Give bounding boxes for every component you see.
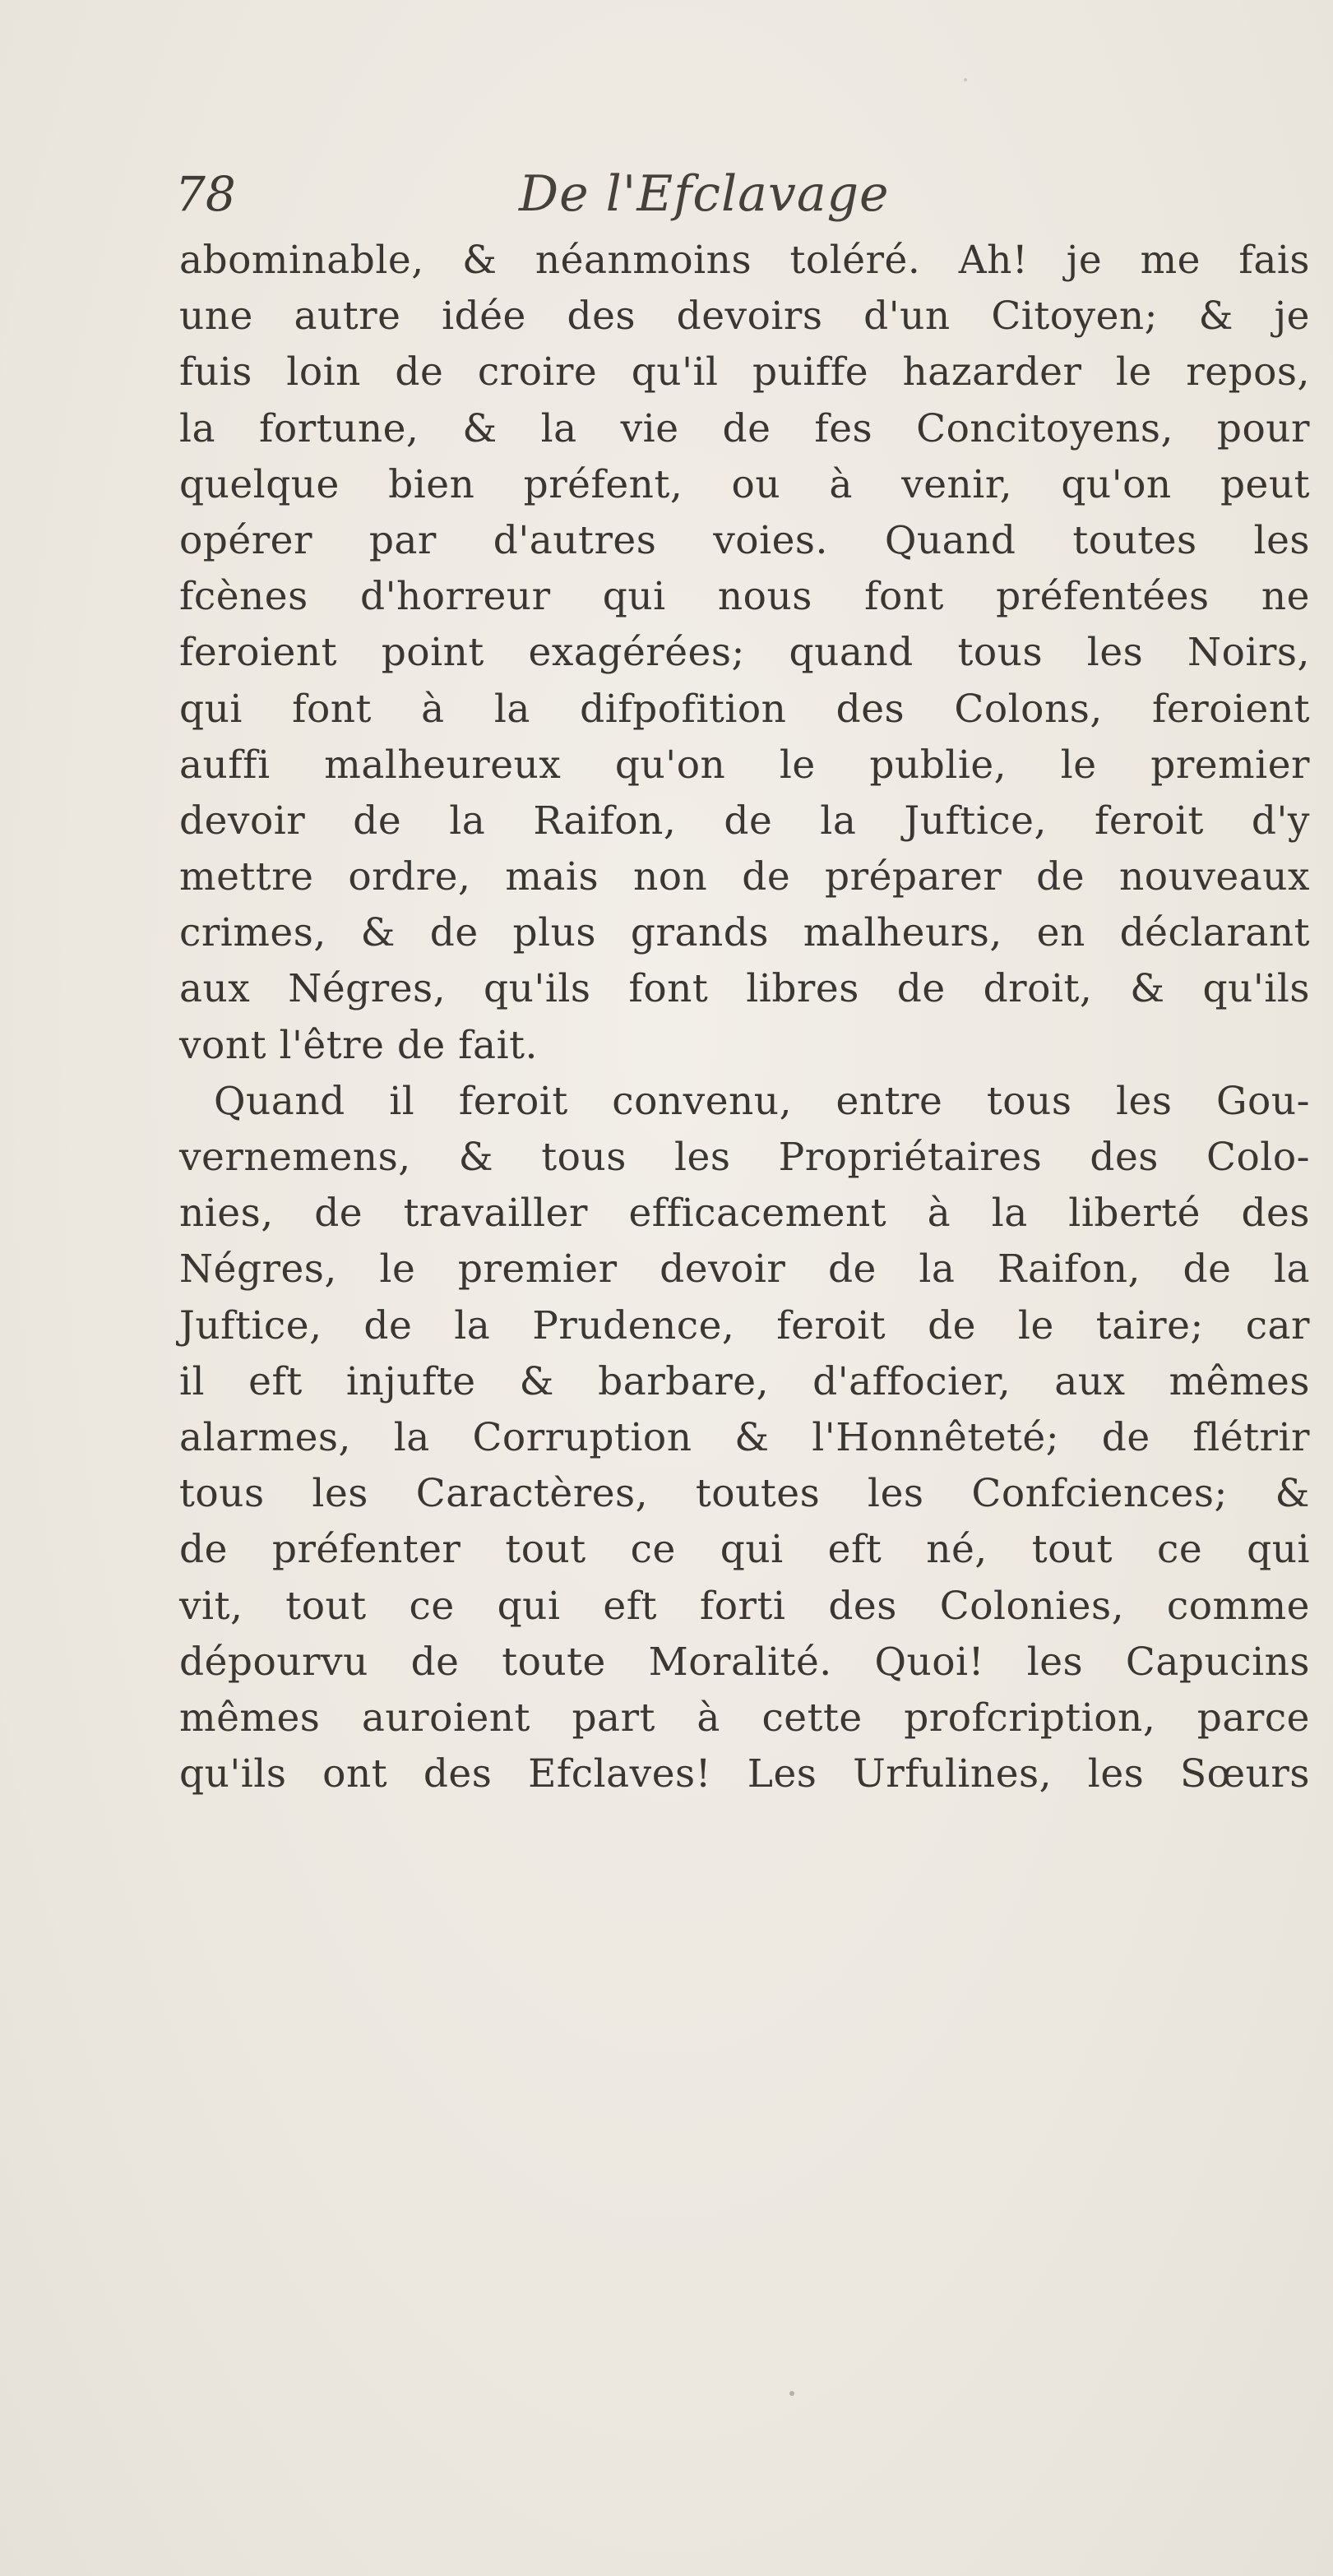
- text-line: une autre idée des devoirs d'un Citoyen; & je: [179, 294, 1310, 340]
- text-line: mettre ordre, mais non de préparer de nouveaux: [179, 854, 1310, 900]
- text-line: aux Négres, qu'ils font libres de droit, & qu'ils: [179, 966, 1310, 1012]
- text-line: opérer par d'autres voies. Quand toutes les: [179, 517, 1310, 563]
- text-line: abominable, & néanmoins toléré. Ah! je me fais: [179, 238, 1310, 283]
- text-line: devoir de la Raifon, de la Juftice, feroit d'y: [179, 798, 1310, 844]
- text-line: vernemens, & tous les Propriétaires des Colo-: [179, 1135, 1310, 1180]
- text-line: fuis loin de croire qu'il puiffe hazarder le repos,: [179, 349, 1310, 395]
- body-text: [179, 233, 1310, 1802]
- running-title: De l'Efclavage: [519, 165, 890, 223]
- text-line: auffi malheureux qu'on le publie, le premier: [179, 742, 1310, 788]
- text-line: Quand il feroit convenu, entre tous les Gou-: [214, 1078, 1310, 1124]
- text-line: fcènes d'horreur qui nous font préfentées ne: [179, 574, 1310, 620]
- page-header: [175, 161, 1121, 243]
- text-line: vont l'être de fait.: [179, 1022, 538, 1068]
- page-number: 78: [175, 166, 236, 222]
- text-line: nies, de travailler efficacement à la liberté des: [179, 1191, 1310, 1237]
- text-line: de préfenter tout ce qui eft né, tout ce qui: [179, 1527, 1310, 1573]
- text-line: alarmes, la Corruption & l'Honnêteté; de flétrir: [179, 1414, 1310, 1460]
- text-line: crimes, & de plus grands malheurs, en déclarant: [179, 910, 1310, 956]
- text-line: dépourvu de toute Moralité. Quoi! les Capucins: [179, 1639, 1310, 1685]
- text-line: Juftice, de la Prudence, feroit de le taire; car: [179, 1302, 1310, 1348]
- paper-speck: [789, 2391, 794, 2396]
- paragraph-1: [179, 233, 1310, 1074]
- text-line: la fortune, & la vie de fes Concitoyens, pour: [179, 405, 1310, 451]
- text-line: il eft injufte & barbare, d'affocier, aux mêmes: [179, 1358, 1310, 1404]
- paper-speck: [964, 78, 967, 81]
- text-line: Négres, le premier devoir de la Raifon, de la: [179, 1246, 1310, 1293]
- text-line: mêmes auroient part à cette profcription, parce: [179, 1695, 1310, 1741]
- text-line: qui font à la difpofition des Colons, feroient: [179, 686, 1310, 732]
- text-line: quelque bien préfent, ou à venir, qu'on peut: [179, 461, 1310, 507]
- paragraph-2: [179, 1074, 1310, 1802]
- text-line: feroient point exagérées; quand tous les Noirs,: [179, 630, 1310, 676]
- text-line: vit, tout ce qui eft forti des Colonies, comme: [179, 1583, 1310, 1629]
- text-line: tous les Caractères, toutes les Confciences; &: [179, 1471, 1310, 1517]
- text-line: qu'ils ont des Efclaves! Les Urfulines, les Sœurs: [179, 1751, 1310, 1797]
